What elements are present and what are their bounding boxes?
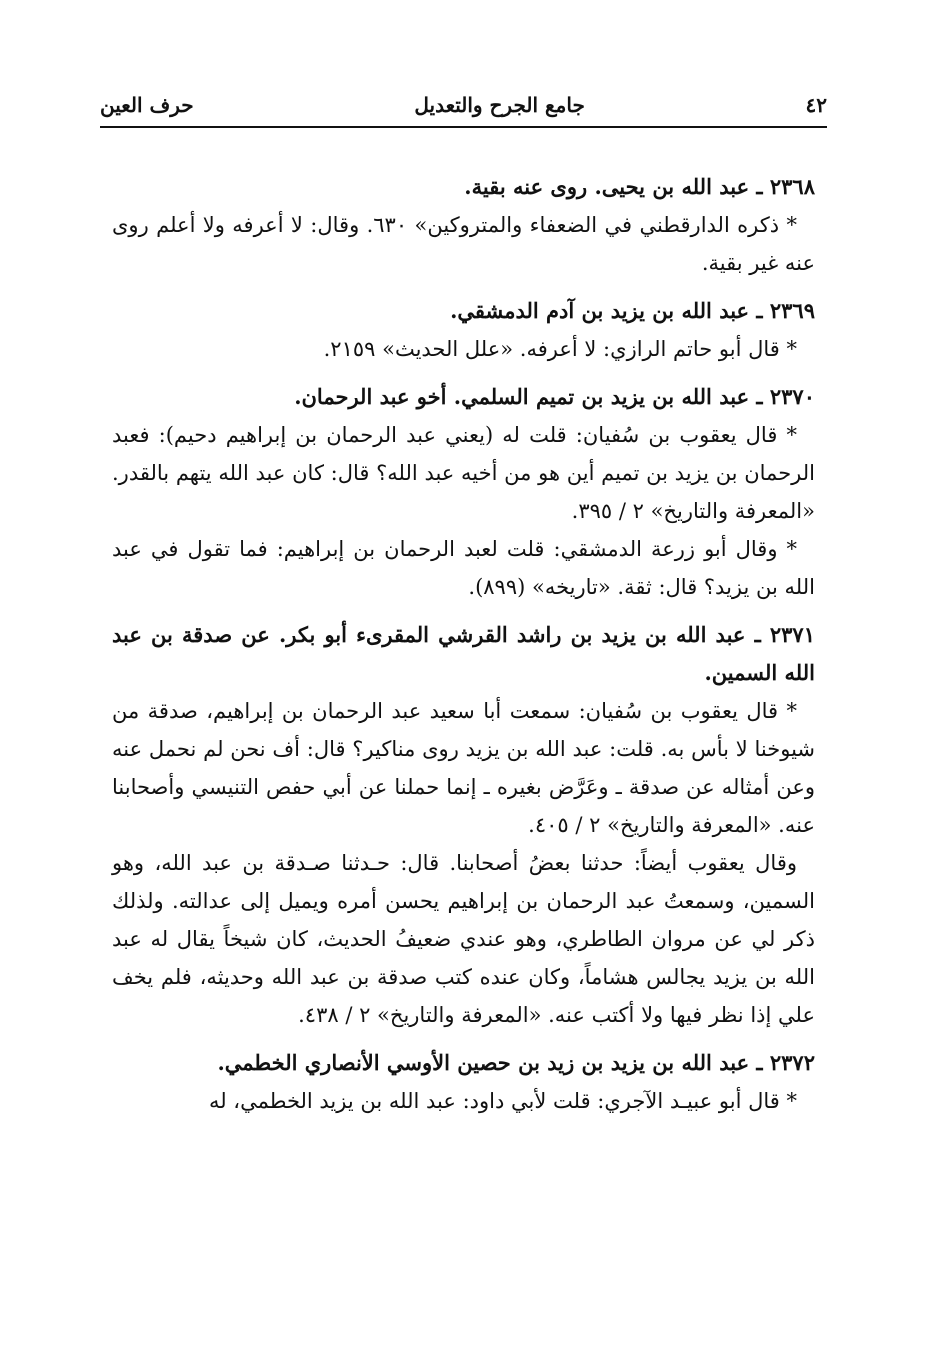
entry-2371 <box>112 616 815 1034</box>
running-header <box>100 84 827 128</box>
entry-2370 <box>112 378 815 606</box>
book-title: جامع الجرح والتعديل <box>414 93 585 117</box>
entry-paragraph: * قال يعقوب بن سُفيان: قلت له (يعني عبد الرحمان بن إبراهيم دحيم): فعبد الرحمان بن يزيد بن تميم أين هو من أخيه عبد الله؟ قال: كان عبد الله يتهم بالقدر. «المعرفة والتاريخ» ٢ / ٣٩٥. <box>112 423 815 523</box>
entry-heading: ٢٣٦٩ ـ عبد الله بن يزيد بن آدم الدمشقي. <box>450 298 815 323</box>
page-number: ٤٢ <box>805 93 827 117</box>
entry-paragraph: * قال يعقوب بن سُفيان: سمعت أبا سعيد عبد الرحمان بن إبراهيم، صدقة من شيوخنا لا بأس به. قلت: عبد الله بن يزيد روى مناكير؟ قال: أف نحن لم نحمل عنه وعن أمثاله عن صدقة ـ وعَرَّض بغيره ـ إنما حملنا عن أبي حفص التنيسي وأصحابنا عنه. «المعرفة والتاريخ» ٢ / ٤٠٥. <box>112 699 815 837</box>
entry-heading: ٢٣٧٢ ـ عبد الله بن يزيد بن زيد بن حصين الأوسي الأنصاري الخطمي. <box>217 1050 815 1075</box>
entry-2372 <box>112 1044 815 1120</box>
entry-2368 <box>112 168 815 282</box>
entry-paragraph: * قال أبو عبيـد الآجري: قلت لأبي داود: عبد الله بن يزيد الخطمي، له <box>208 1089 797 1113</box>
entry-paragraph: * وقال أبو زرعة الدمشقي: قلت لعبد الرحمان بن إبراهيم: فما تقول في عبد الله بن يزيد؟ قال: ثقة. «تاريخه» (٨٩٩). <box>112 537 815 599</box>
entry-paragraph: * ذكره الدارقطني في الضعفاء والمتروكين» ٦٣٠. وقال: لا أعرفه ولا أعلم روى عنه غير بقية. <box>112 213 815 275</box>
entry-paragraph: وقال يعقوب أيضاً: حدثنا بعضُ أصحابنا. قال: حـدثنا صـدقة بن عبد الله، وهو السمين، وسمعتُ عبد الرحمان بن إبراهيم يحسن أمره ويميل إلى عدالته. ولذلك ذكر لي عن مروان الطاطري، وهو عندي ضعيفُ الحديث، كان شيخاً يقال له عبد الله بن يزيد يجالس هشاماً، وكان عنده كتب صدقة بن عبد الله وحديثه، فلم يخف علي إذا نظر فيها ولا أكتب عنه. «المعرفة والتاريخ» ٢ / ٤٣٨. <box>112 851 815 1027</box>
page-body <box>112 168 815 1130</box>
entry-heading: ٢٣٧١ ـ عبد الله بن يزيد بن راشد القرشي المقرىء أبو بكر. عن صدقة بن عبد الله السمين. <box>112 622 815 685</box>
section-title: حرف العين <box>100 93 194 117</box>
entry-paragraph: * قال أبو حاتم الرازي: لا أعرفه. «علل الحديث» ٢١٥٩. <box>323 337 797 361</box>
entry-heading: ٢٣٧٠ ـ عبد الله بن يزيد بن تميم السلمي. أخو عبد الرحمان. <box>294 384 815 409</box>
entry-2369 <box>112 292 815 368</box>
entry-heading: ٢٣٦٨ ـ عبد الله بن يحيى. روى عنه بقية. <box>464 174 815 199</box>
